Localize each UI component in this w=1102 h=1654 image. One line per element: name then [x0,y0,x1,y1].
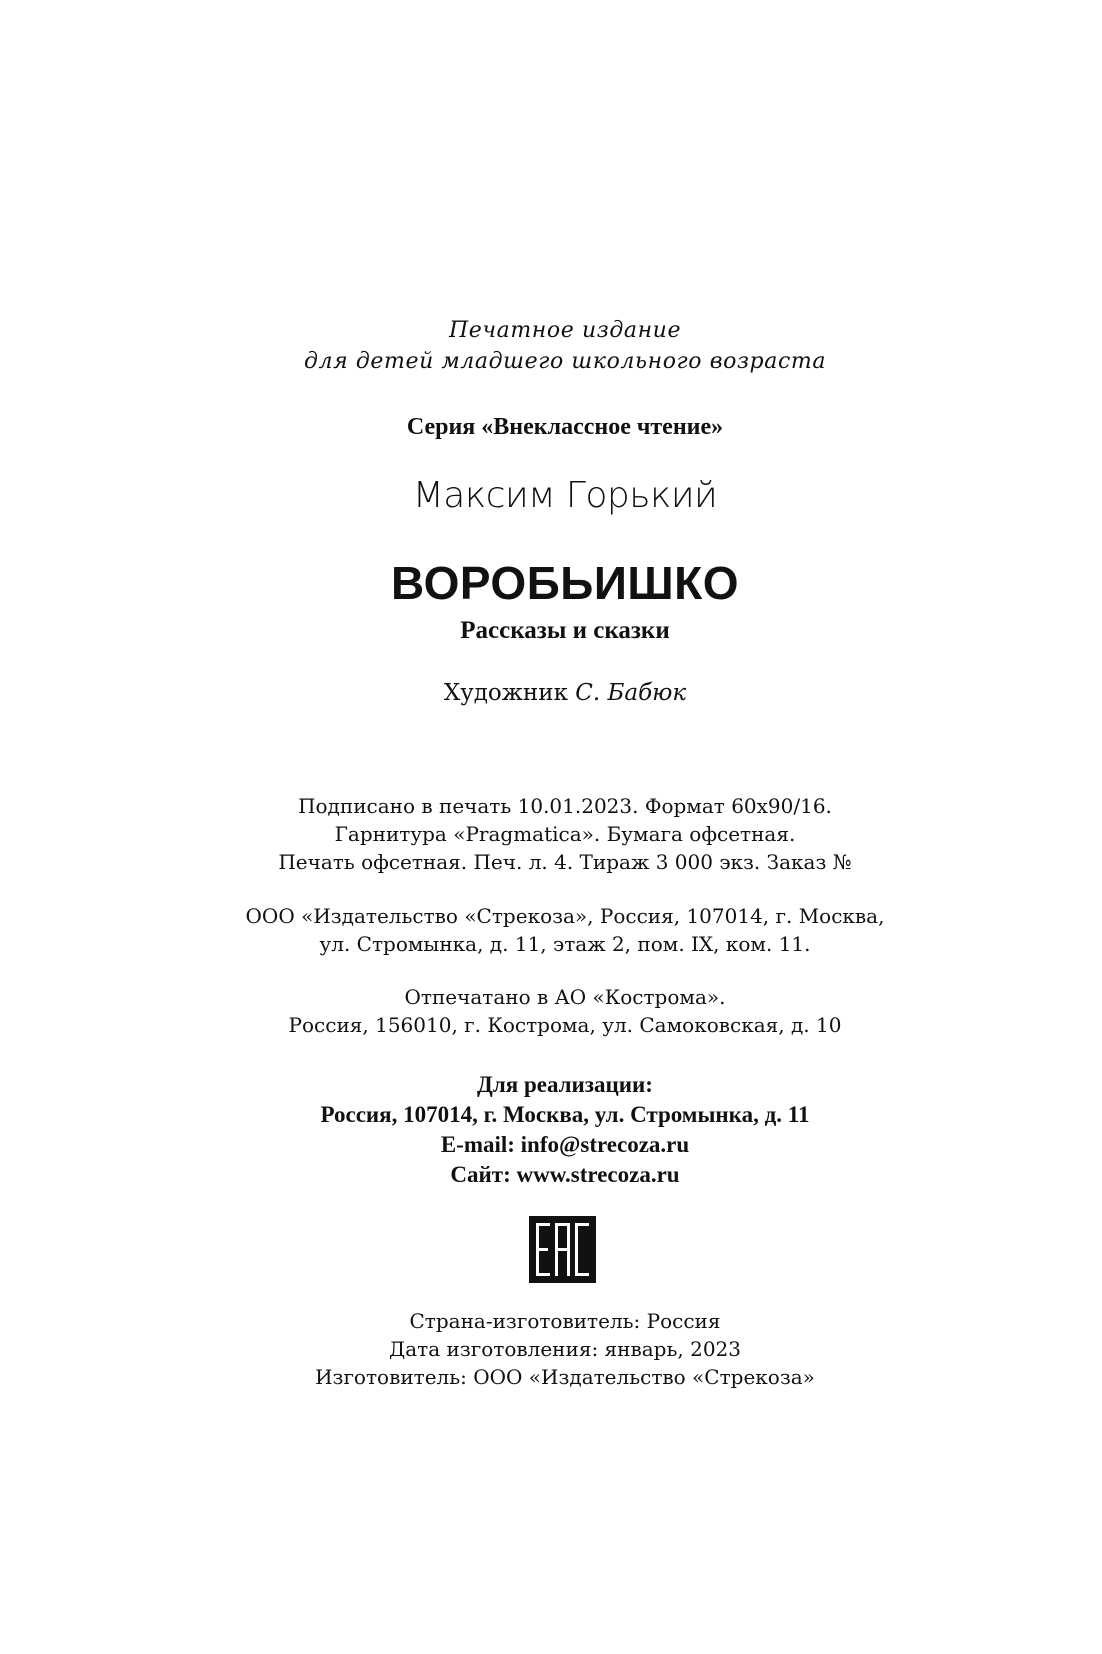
printing-house-line: Отпечатано в АО «Кострома». [404,985,726,1009]
publisher-line: ООО «Издательство «Стрекоза», Россия, 107014, г. Москва, [245,904,885,928]
manufacture-date: Дата изготовления: январь, 2023 [388,1337,741,1361]
print-details-line: Подписано в печать 10.01.2023. Формат 60x90/16. [298,794,832,818]
printing-house [0,983,1102,1039]
series-name: Серия «Внеклассное чтение» [406,414,724,440]
author-name: Максим Горький [412,475,718,516]
eac-mark-icon [529,1216,596,1283]
manufacturer-name: Изготовитель: ООО «Издательство «Стрекоза» [315,1365,815,1389]
distribution-heading: Для реализации: [477,1072,653,1097]
audience-line-1: Печатное издание [448,318,682,343]
book-title: ВОРОБЬИШКО [391,557,739,609]
distribution-email: E-mail: info@strecoza.ru [440,1132,690,1157]
illustrator-name: С. Бабюк [575,680,687,706]
print-details [0,792,1102,876]
publisher-address [0,902,1102,958]
audience-line-2: для детей младшего школьного возраста [303,349,827,374]
print-details-line: Печать офсетная. Печ. л. 4. Тираж 3 000 экз. Заказ № [278,850,852,874]
book-subtitle: Рассказы и сказки [460,617,670,644]
illustrator-credit [0,680,1102,706]
print-details-line: Гарнитура «Pragmatica». Бумага офсетная. [334,822,796,846]
publisher-line: ул. Стромынка, д. 11, этаж 2, пом. IX, ком. 11. [319,932,811,956]
manufacturer-info [0,1307,1102,1391]
distribution-contacts [0,1070,1102,1190]
distribution-website: Сайт: www.strecoza.ru [450,1162,680,1187]
manufacturer-country: Страна-изготовитель: Россия [409,1309,721,1333]
distribution-address: Россия, 107014, г. Москва, ул. Стромынка, д. 11 [320,1102,810,1127]
printing-house-line: Россия, 156010, г. Кострома, ул. Самоковская, д. 10 [288,1013,842,1037]
illustrator-label: Художник [443,680,576,706]
intended-audience-note [0,315,1102,377]
